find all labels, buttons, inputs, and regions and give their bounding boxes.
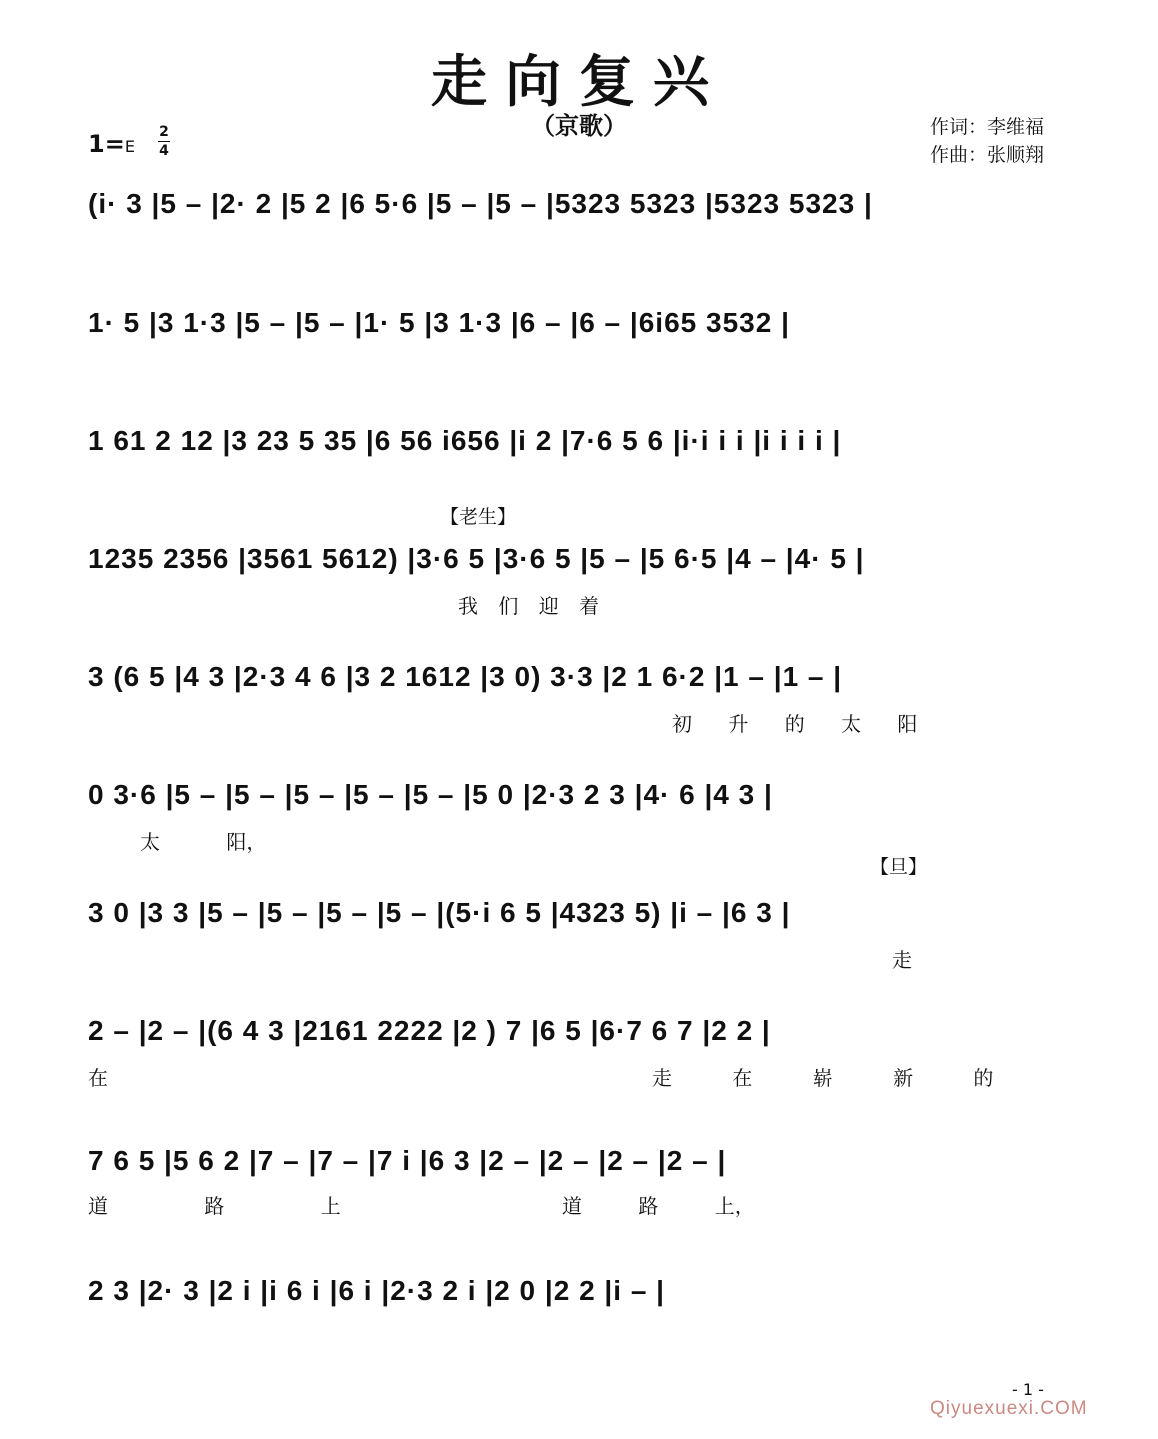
- key-letter: E: [124, 137, 135, 156]
- score-line-1: (i· 3 |5 – |2· 2 |5 2 |6 5·6 |5 – |5 – |5323 5323 |5323 5323 |: [88, 188, 873, 219]
- score-line-5: 3 (6 5 |4 3 |2·3 4 6 |3 2 1612 |3 0) 3·3 |2 1 6·2 |1 – |1 – |: [88, 661, 843, 692]
- score-line-9: 7 6 5 |5 6 2 |7 – |7 – |7 i |6 3 |2 – |2 – |2 – |2 – |: [88, 1145, 727, 1176]
- score-line-7: 3 0 |3 3 |5 – |5 – |5 – |5 – |(5·i 6 5 |4323 5) |i – |6 3 |: [88, 897, 791, 928]
- song-title: 走向复兴: [431, 49, 727, 115]
- score-line-10: 2 3 |2· 3 |2 i |i 6 i |6 i |2·3 2 i |2 0 |2 2 |i – |: [88, 1275, 665, 1306]
- lyric-line-7: 走: [892, 948, 912, 972]
- song-subtitle: （京歌）: [531, 111, 627, 140]
- lyric-line-4: 我 们 迎 着: [458, 594, 600, 618]
- score-line-4: 1235 2356 |3561 5612) |3·6 5 |3·6 5 |5 – |5 6·5 |4 – |4· 5 |: [88, 543, 865, 574]
- time-top: 2: [159, 124, 169, 140]
- role-laosheng: 【老生】: [440, 506, 517, 528]
- key-signature: [88, 130, 135, 158]
- role-dan: 【旦】: [870, 856, 928, 878]
- lyric-line-6: 太 阳，: [140, 830, 267, 854]
- score-line-3: 1 61 2 12 |3 23 5 35 |6 56 i656 |i 2 |7·6 5 6 |i·i i i |i i i i |: [88, 425, 842, 456]
- page-number: - 1 -: [1012, 1380, 1044, 1399]
- lyric-line-5: 初 升 的 太 阳: [672, 712, 918, 736]
- time-signature: [158, 124, 170, 159]
- time-bottom: 4: [159, 143, 169, 159]
- lyric-line-8a: 在: [88, 1066, 108, 1090]
- score-line-6: 0 3·6 |5 – |5 – |5 – |5 – |5 – |5 0 |2·3 2 3 |4· 6 |4 3 |: [88, 779, 773, 810]
- lyric-line-9b: 道 路 上，: [562, 1194, 755, 1218]
- lyric-line-9a: 道 路 上: [88, 1194, 341, 1218]
- lyric-line-8b: 走 在 崭 新 的: [652, 1066, 994, 1090]
- key-prefix: 1=: [88, 130, 125, 158]
- score-line-2: 1· 5 |3 1·3 |5 – |5 – |1· 5 |3 1·3 |6 – |6 – |6i65 3532 |: [88, 307, 790, 338]
- score-line-8: 2 – |2 – |(6 4 3 |2161 2222 |2 ) 7 |6 5 |6·7 6 7 |2 2 |: [88, 1015, 771, 1046]
- lyricist-credit: 作词：李维福: [930, 116, 1045, 138]
- watermark: Qiyuexuexi.COM: [930, 1398, 1088, 1419]
- composer-credit: 作曲：张顺翔: [930, 144, 1045, 166]
